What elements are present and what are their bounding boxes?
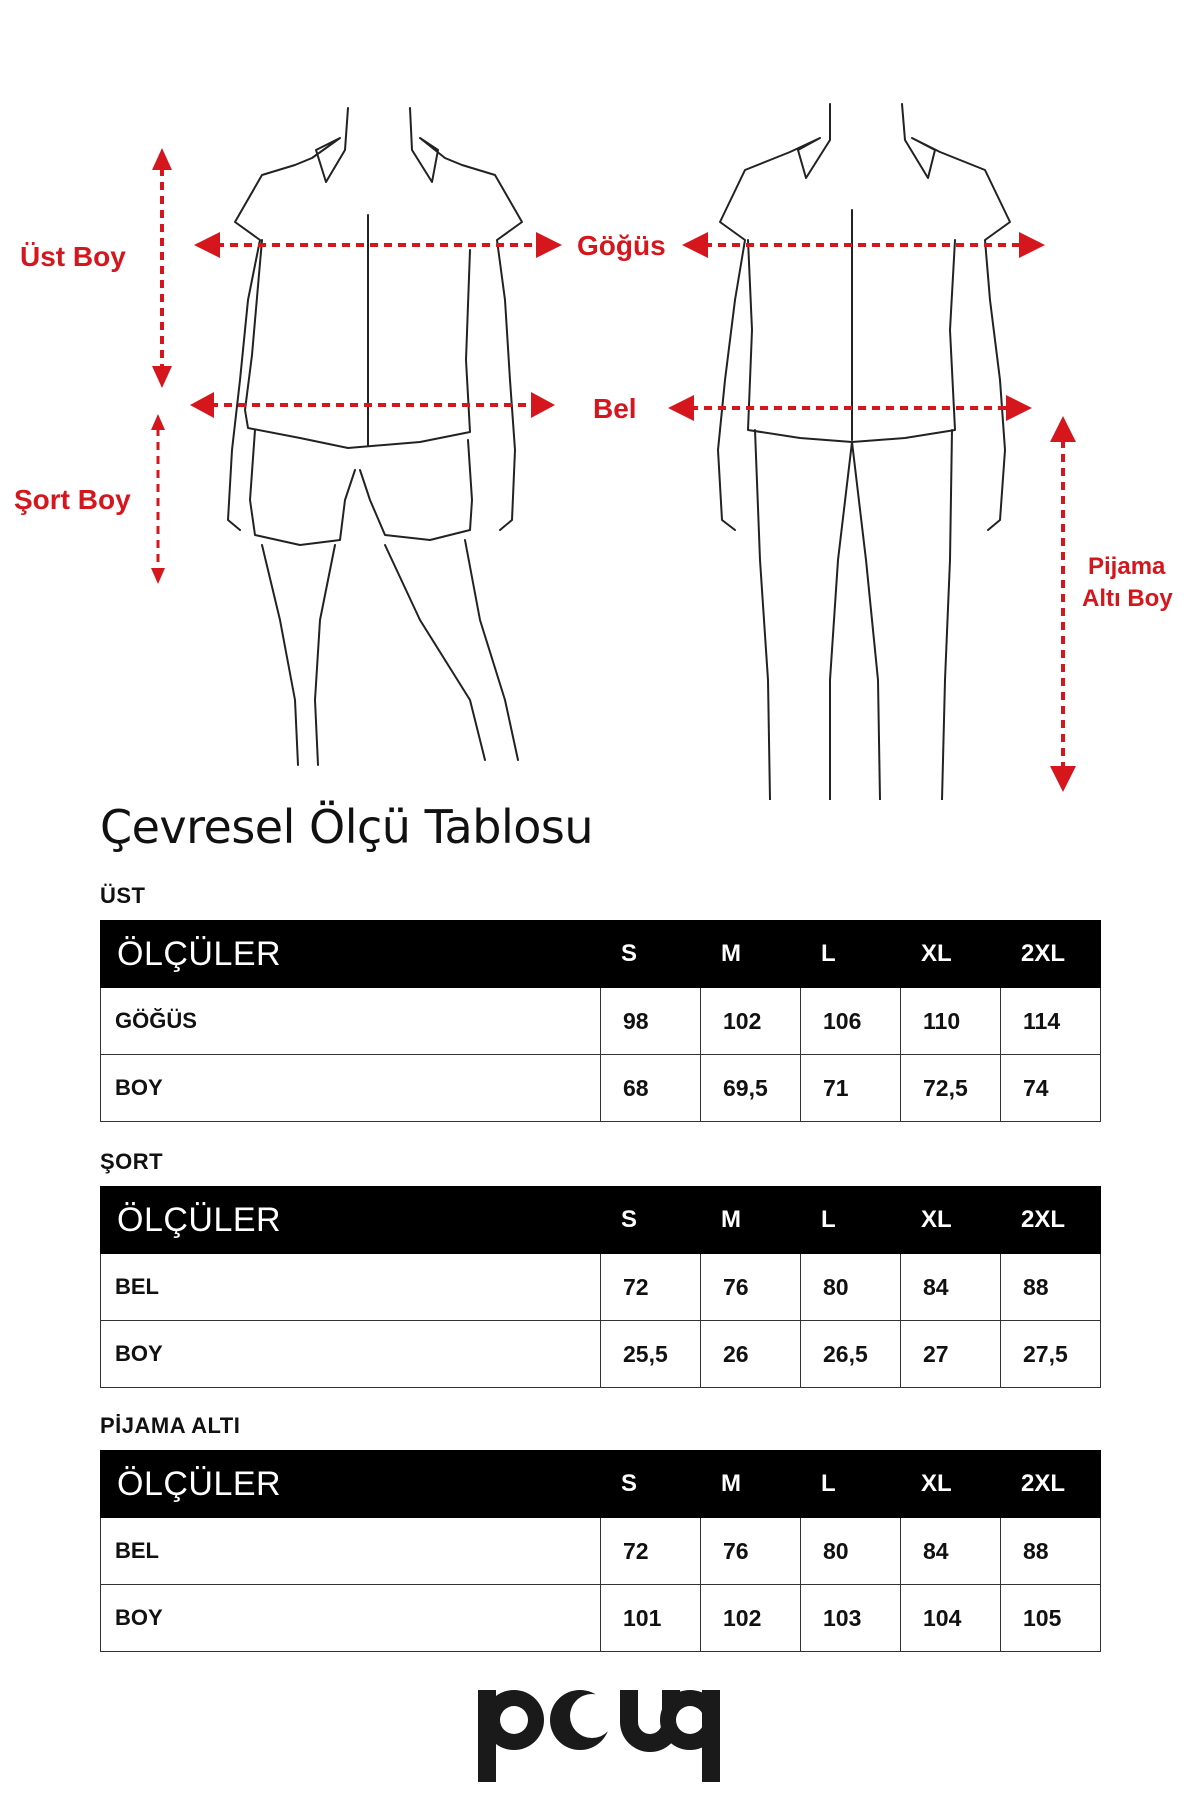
table-cell: 74 (1001, 1055, 1101, 1122)
table-cell: 103 (801, 1585, 901, 1652)
header-row (101, 1187, 1101, 1254)
header-cell: XL (901, 1451, 1001, 1518)
header-cell: S (601, 1187, 701, 1254)
table-cell: 84 (901, 1254, 1001, 1321)
table-cell: 26,5 (801, 1321, 901, 1388)
header-cell: XL (901, 1187, 1001, 1254)
table-cell: 98 (601, 988, 701, 1055)
table-cell: 80 (801, 1254, 901, 1321)
table-cell: 102 (701, 1585, 801, 1652)
table-row (101, 1585, 1101, 1652)
table-row (101, 1321, 1101, 1388)
figure-shirt-shorts (228, 108, 522, 765)
row-label: BEL (101, 1254, 601, 1321)
header-cell: M (701, 921, 801, 988)
row-label: BOY (101, 1321, 601, 1388)
measurement-diagram (0, 0, 1200, 800)
section-title: ÜST (100, 883, 146, 908)
table-cell: 101 (601, 1585, 701, 1652)
size-table-ust (100, 882, 1100, 1122)
table-row (101, 1254, 1101, 1321)
arrow-sort-boy (151, 414, 165, 584)
header-cell: 2XL (1001, 1451, 1101, 1518)
row-label: BEL (101, 1518, 601, 1585)
table-cell: 26 (701, 1321, 801, 1388)
table-cell: 25,5 (601, 1321, 701, 1388)
table-cell: 88 (1001, 1518, 1101, 1585)
label-sort-boy: Şort Boy (14, 484, 131, 515)
table-cell: 110 (901, 988, 1001, 1055)
table-cell: 105 (1001, 1585, 1101, 1652)
table-cell: 69,5 (701, 1055, 801, 1122)
size-table-sort (100, 1148, 1100, 1388)
header-row (101, 921, 1101, 988)
header-cell: M (701, 1451, 801, 1518)
label-gogus: Göğüs (577, 230, 666, 261)
header-row (101, 1451, 1101, 1518)
table-cell: 114 (1001, 988, 1101, 1055)
pouq-logo (470, 1680, 730, 1790)
table-row (101, 1518, 1101, 1585)
section-title: ŞORT (100, 1149, 164, 1174)
table-cell: 27,5 (1001, 1321, 1101, 1388)
header-cell: L (801, 1187, 901, 1254)
header-cell: 2XL (1001, 1187, 1101, 1254)
table-row (101, 988, 1101, 1055)
header-cell: 2XL (1001, 921, 1101, 988)
size-table (100, 1186, 1101, 1388)
header-cell: L (801, 921, 901, 988)
header-cell: L (801, 1451, 901, 1518)
table-row (101, 1055, 1101, 1122)
table-cell: 102 (701, 988, 801, 1055)
table-cell: 84 (901, 1518, 1001, 1585)
header-cell: S (601, 921, 701, 988)
header-cell: ÖLÇÜLER (101, 921, 601, 988)
label-bel: Bel (593, 393, 637, 424)
figure-shirt-pants (718, 104, 1010, 800)
size-table (100, 920, 1101, 1122)
label-pijama-alti-boy-1: Pijama (1088, 553, 1166, 580)
table-cell: 76 (701, 1254, 801, 1321)
row-label: BOY (101, 1055, 601, 1122)
table-cell: 72 (601, 1254, 701, 1321)
header-cell: M (701, 1187, 801, 1254)
table-cell: 106 (801, 988, 901, 1055)
table-cell: 72 (601, 1518, 701, 1585)
label-pijama-alti-boy-2: Altı Boy (1082, 585, 1173, 612)
header-cell: S (601, 1451, 701, 1518)
page-title: Çevresel Ölçü Tablosu (100, 800, 593, 854)
size-table (100, 1450, 1101, 1652)
row-label: GÖĞÜS (101, 988, 601, 1055)
header-cell: ÖLÇÜLER (101, 1187, 601, 1254)
table-cell: 88 (1001, 1254, 1101, 1321)
header-cell: XL (901, 921, 1001, 988)
arrow-ust-boy (152, 148, 172, 388)
table-cell: 76 (701, 1518, 801, 1585)
arrow-pijama-alti-boy (1050, 416, 1076, 792)
label-ust-boy: Üst Boy (20, 241, 126, 272)
header-cell: ÖLÇÜLER (101, 1451, 601, 1518)
table-cell: 80 (801, 1518, 901, 1585)
table-cell: 27 (901, 1321, 1001, 1388)
row-label: BOY (101, 1585, 601, 1652)
table-cell: 72,5 (901, 1055, 1001, 1122)
table-cell: 68 (601, 1055, 701, 1122)
section-title: PİJAMA ALTI (100, 1413, 241, 1438)
table-cell: 71 (801, 1055, 901, 1122)
arrow-gogus-left (194, 232, 562, 258)
table-cell: 104 (901, 1585, 1001, 1652)
size-table-pijama-alti (100, 1412, 1100, 1652)
